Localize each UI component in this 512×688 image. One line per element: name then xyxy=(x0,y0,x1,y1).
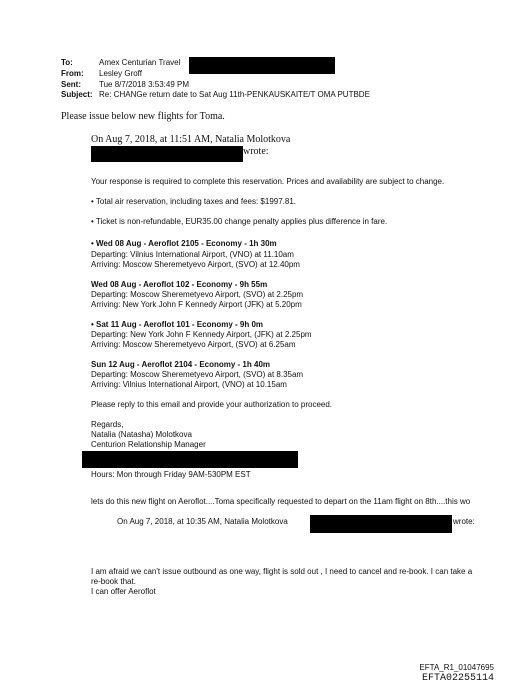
reply-request: Please reply to this email and provide your authorization to proceed. xyxy=(91,400,333,409)
to-label: To: xyxy=(61,58,73,67)
flight-4-title: Sun 12 Aug - Aeroflot 2104 - Economy - 1h 40m xyxy=(91,360,270,369)
from-label: From: xyxy=(61,69,84,78)
flight-4-arriving: Arriving: Vilnius International Airport, (VNO) at 10.15am xyxy=(91,380,287,389)
quote1-wrote: wrote: xyxy=(243,146,269,157)
to-value: Amex Centurian Travel xyxy=(99,58,181,67)
flight-3-departing: Departing: New York John F Kennedy Airport, (JFK) at 2.25pm xyxy=(91,330,312,339)
bates-id-1: EFTA_R1_01047695 xyxy=(419,663,494,672)
redaction-to xyxy=(189,57,335,74)
final-line-2: re-book that. xyxy=(91,577,136,586)
quote1-header: On Aug 7, 2018, at 11:51 AM, Natalia Molotkova xyxy=(91,134,291,145)
sent-value: Tue 8/7/2018 3:53:49 PM xyxy=(99,80,189,89)
final-line-1: I am afraid we can't issue outbound as one way, flight is sold out , I need to cancel and re-book. I can take a xyxy=(91,567,473,576)
flight-2-departing: Departing: Moscow Sheremetyevo Airport, (SVO) at 2.25pm xyxy=(91,290,304,299)
bates-id-2: EFTA02255114 xyxy=(421,673,494,684)
redaction-quote2-sender xyxy=(310,515,452,533)
final-line-3: I can offer Aeroflot xyxy=(91,587,156,596)
from-value: Lesley Groff xyxy=(99,69,142,78)
flight-2-title: Wed 08 Aug - Aeroflot 102 - Economy - 9h 55m xyxy=(91,280,268,289)
flight-1-arriving: Arriving: Moscow Sheremetyevo Airport, (SVO) at 12.40pm xyxy=(91,260,300,269)
subject-label: Subject: xyxy=(61,90,93,99)
intro-text: Please issue below new flights for Toma. xyxy=(61,111,225,122)
redaction-signature xyxy=(82,451,298,468)
flight-3-title: • Sat 11 Aug - Aeroflot 101 - Economy - 9h 0m xyxy=(91,320,264,329)
flight-3-arriving: Arriving: Moscow Sheremetyevo Airport, (SVO) at 6.25am xyxy=(91,340,296,349)
total-fare: • Total air reservation, including taxes and fees: $1997.81. xyxy=(91,197,297,206)
flight-1-departing: Departing: Vilnius International Airport, (VNO) at 11.10am xyxy=(91,250,294,259)
sent-label: Sent: xyxy=(61,80,81,89)
ticket-terms: • Ticket is non-refundable, EUR35.00 change penalty applies plus difference in fare. xyxy=(91,217,388,226)
quote2-wrote: wrote: xyxy=(453,517,475,526)
reply-line: lets do this new flight on Aeroflot....Toma specifically requested to depart on the 11am flight on 8th....this wo xyxy=(91,497,471,506)
signature-role: Centurion Relationship Manager xyxy=(91,440,206,449)
flight-4-departing: Departing: Moscow Sheremetyevo Airport, (SVO) at 8.35am xyxy=(91,370,304,379)
regards: Regards, xyxy=(91,420,124,429)
quote2-header: On Aug 7, 2018, at 10:35 AM, Natalia Molotkova xyxy=(117,517,288,526)
required-notice: Your response is required to complete this reservation. Prices and availability are subject to change. xyxy=(91,177,445,186)
office-hours: Hours: Mon through Friday 9AM-530PM EST xyxy=(91,470,251,479)
subject-value: Re: CHANGe return date to Sat Aug 11th-PENKAUSKAITE/T OMA PUTBDE xyxy=(99,90,370,99)
flight-1-title: • Wed 08 Aug - Aeroflot 2105 - Economy - 1h 30m xyxy=(91,239,277,248)
flight-2-arriving: Arriving: New York John F Kennedy Airport (JFK) at 5.20pm xyxy=(91,300,302,309)
redaction-quote1-sender xyxy=(91,146,243,162)
signature-name: Natalia (Natasha) Molotkova xyxy=(91,430,192,439)
